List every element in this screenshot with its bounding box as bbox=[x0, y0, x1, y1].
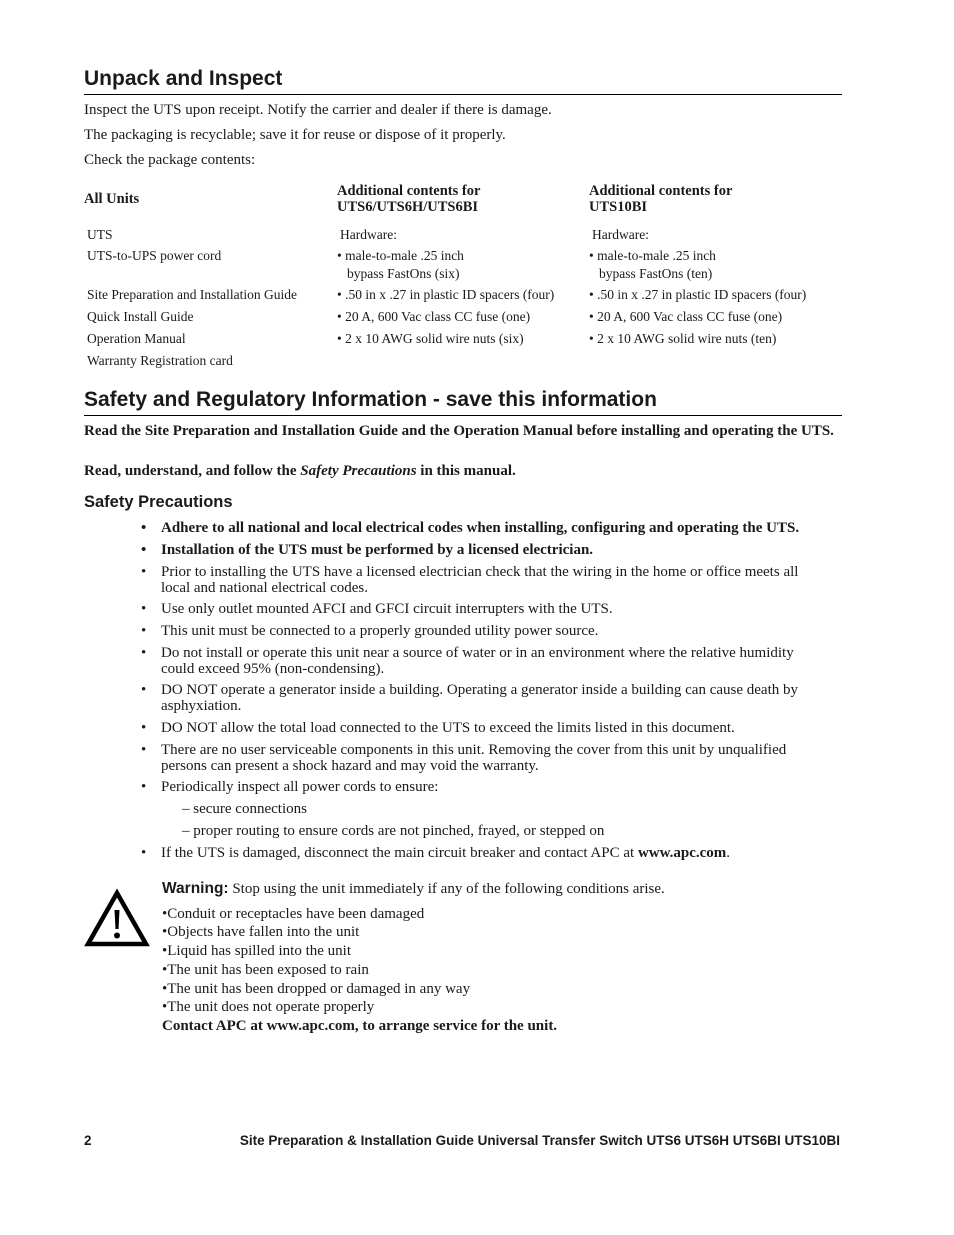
col3-item: bypass FastOns (ten) bbox=[599, 266, 713, 281]
safety-bullet: • DO NOT allow the total load connected to the UTS to exceed the limits listed in this document. bbox=[141, 720, 735, 736]
warning-line: Warning: Stop using the unit immediately if any of the following conditions arise. bbox=[162, 880, 665, 897]
footer-title: Site Preparation & Installation Guide Universal Transfer Switch UTS6 UTS6H UTS6BI UTS10BI bbox=[239, 1133, 840, 1148]
safety-precautions-heading: Safety Precautions bbox=[84, 493, 233, 511]
col3-item: • 20 A, 600 Vac class CC fuse (one) bbox=[589, 309, 783, 324]
col2-item: • male-to-male .25 inch bbox=[337, 248, 464, 263]
page-number: 2 bbox=[84, 1133, 92, 1148]
safety-bullet: • Prior to installing the UTS have a licensed electrician check that the wiring in the home or office meets all local and national electrical codes. bbox=[141, 564, 799, 596]
safety-sub-bullet: – secure connections bbox=[182, 801, 307, 817]
col1-item: Site Preparation and Installation Guide bbox=[87, 287, 297, 302]
warning-contact: Contact APC at www.apc.com, to arrange service for the unit. bbox=[162, 1017, 558, 1034]
unpack-p2: The packaging is recyclable; save it for reuse or dispose of it properly. bbox=[84, 127, 506, 143]
warning-condition: •Objects have fallen into the unit bbox=[162, 924, 360, 941]
col3-item: • male-to-male .25 inch bbox=[589, 248, 716, 263]
safety-bullet: • This unit must be connected to a properly grounded utility power source. bbox=[141, 623, 599, 639]
safety-bullet: • Do not install or operate this unit near a source of water or in an environment where the relative humidity could exceed 95% (non-condensing). bbox=[141, 645, 794, 677]
col3-header-l2: UTS10BI bbox=[589, 199, 648, 215]
col2-header-l1: Additional contents for bbox=[337, 183, 481, 199]
contents-col-uts10 bbox=[589, 183, 842, 215]
warning-condition: •The unit has been dropped or damaged in any way bbox=[162, 980, 471, 997]
warning-condition: •Liquid has spilled into the unit bbox=[162, 943, 351, 960]
warning-box bbox=[162, 880, 842, 1036]
col1-item: UTS bbox=[87, 227, 113, 242]
warning-triangle-icon bbox=[84, 888, 150, 948]
safety-bullet: • Use only outlet mounted AFCI and GFCI circuit interrupters with the UTS. bbox=[141, 601, 613, 617]
unpack-heading: Unpack and Inspect bbox=[84, 67, 842, 95]
page-footer bbox=[84, 1133, 842, 1148]
safety-read-2: Read, understand, and follow the Safety Precautions in this manual. bbox=[84, 463, 516, 479]
warning-label: Warning: bbox=[162, 880, 229, 897]
col2-item: bypass FastOns (six) bbox=[347, 266, 460, 281]
col3-item: • .50 in x .27 in plastic ID spacers (four) bbox=[589, 287, 807, 302]
safety-bullet: • Periodically inspect all power cords to ensure: bbox=[141, 779, 439, 795]
unpack-p3: Check the package contents: bbox=[84, 152, 256, 168]
safety-sub-bullet: – proper routing to ensure cords are not pinched, frayed, or stepped on bbox=[182, 823, 605, 839]
col2-hardware: Hardware: bbox=[340, 227, 397, 242]
col1-item: Operation Manual bbox=[87, 331, 186, 346]
col3-item: • 2 x 10 AWG solid wire nuts (ten) bbox=[589, 331, 777, 346]
col2-item: • 2 x 10 AWG solid wire nuts (six) bbox=[337, 331, 524, 346]
col3-hardware: Hardware: bbox=[592, 227, 649, 242]
col1-item: Quick Install Guide bbox=[87, 309, 194, 324]
safety-read-1: Read the Site Preparation and Installation Guide and the Operation Manual before installing and operating the UTS. bbox=[84, 423, 834, 439]
warning-condition: •The unit has been exposed to rain bbox=[162, 961, 369, 978]
col3-header-l1: Additional contents for bbox=[589, 183, 733, 199]
col1-item: UTS-to-UPS power cord bbox=[87, 248, 222, 263]
safety-precautions-ref: Safety Precautions bbox=[300, 463, 417, 479]
safety-heading: Safety and Regulatory Information - save this information bbox=[84, 388, 842, 416]
warning-condition: •Conduit or receptacles have been damaged bbox=[162, 905, 425, 922]
safety-bullet: • Adhere to all national and local electrical codes when installing, configuring and operating the UTS. bbox=[141, 520, 800, 536]
safety-bullet: • DO NOT operate a generator inside a building. Operating a generator inside a building can cause death by asphyxiation. bbox=[141, 682, 799, 714]
contents-col-all bbox=[84, 183, 334, 207]
safety-bullet: • There are no user serviceable components in this unit. Removing the cover from this unit by unqualified persons can present a shock hazard and may void the warranty. bbox=[141, 742, 787, 774]
col1-header: All Units bbox=[84, 191, 140, 207]
safety-bullet: • If the UTS is damaged, disconnect the main circuit breaker and contact APC at www.apc.com. bbox=[141, 845, 731, 861]
col1-item: Warranty Registration card bbox=[87, 353, 233, 368]
apc-link[interactable]: www.apc.com bbox=[637, 845, 727, 861]
col2-item: • .50 in x .27 in plastic ID spacers (four) bbox=[337, 287, 555, 302]
safety-bullet: • Installation of the UTS must be performed by a licensed electrician. bbox=[141, 542, 594, 558]
col2-item: • 20 A, 600 Vac class CC fuse (one) bbox=[337, 309, 531, 324]
col2-header-l2: UTS6/UTS6H/UTS6BI bbox=[337, 199, 479, 215]
contents-col-uts6 bbox=[337, 183, 587, 215]
unpack-p1: Inspect the UTS upon receipt. Notify the carrier and dealer if there is damage. bbox=[84, 102, 552, 118]
warning-condition: •The unit does not operate properly bbox=[162, 999, 375, 1016]
